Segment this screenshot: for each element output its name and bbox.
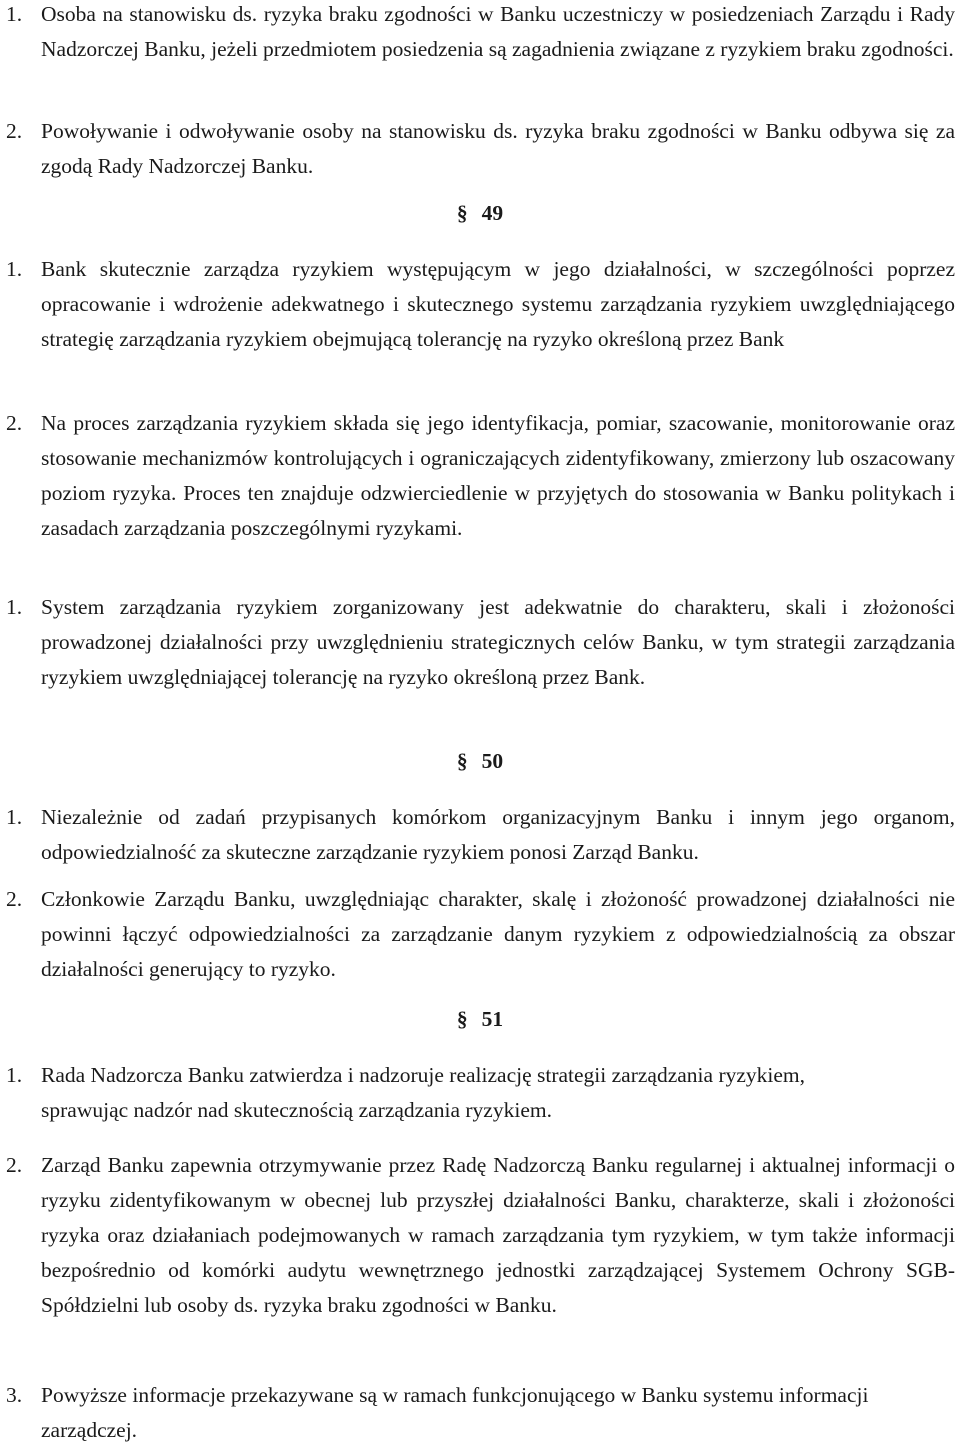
paragraph-number: 2.: [6, 887, 23, 911]
section-symbol: §: [456, 201, 468, 225]
paragraph: [0, 0, 955, 67]
paragraph: [0, 252, 955, 357]
paragraph-number: 2.: [6, 1153, 23, 1177]
paragraph: [0, 1058, 955, 1128]
paragraph-text: Osoba na stanowisku ds. ryzyka braku zgodności w Banku uczestniczy w posiedzeniach Zarządu i Rady Nadzorczej Banku, jeżeli przedmiotem posiedzenia są zagadnienia związane z ryzykiem braku zgodności.: [41, 2, 955, 61]
paragraph-number: 1.: [6, 257, 23, 281]
paragraph: [0, 1148, 955, 1323]
paragraph-number: 2.: [6, 119, 23, 143]
paragraph-text: Zarząd Banku zapewnia otrzymywanie przez Radę Nadzorczą Banku regularnej i aktualnej informacji o ryzyku zidentyfikowanym w obecnej lub przyszłej działalności Banku, charakterze, skali i złożoności ryzyka oraz działaniach podejmowanych w ramach zarządzania tym ryzykiem, w tym także informacji bezpośrednio od komórki audytu wewnętrznego jednostki zarządzającej Systemem Ochrony SGB-Spółdzielni lub osoby ds. ryzyka braku zgodności w Banku.: [41, 1153, 955, 1317]
paragraph-number: 1.: [6, 595, 23, 619]
paragraph-text: Bank skutecznie zarządza ryzykiem występującym w jego działalności, w szczególności poprzez opracowanie i wdrożenie adekwatnego i skutecznego systemu zarządzania ryzykiem uwzględniającego strategię zarządzania ryzykiem obejmującą tolerancję na ryzyko określoną przez Bank: [41, 257, 955, 351]
paragraph-text: Na proces zarządzania ryzykiem składa się jego identyfikacja, pomiar, szacowanie, monitorowanie oraz stosowanie mechanizmów kontrolujących i ograniczających zidentyfikowany, zmierzony lub oszacowany poziom ryzyka. Proces ten znajduje odzwierciedlenie w przyjętych do stosowania w Banku politykach i zasadach zarządzania poszczególnymi ryzykami.: [41, 411, 955, 540]
paragraph: [0, 800, 955, 870]
paragraph: [0, 1378, 955, 1448]
section-number: 51: [481, 1007, 504, 1031]
paragraph-number: 1.: [6, 2, 23, 26]
paragraph-text: Członkowie Zarządu Banku, uwzględniając charakter, skalę i złożoność prowadzonej działalności nie powinni łączyć odpowiedzialności za zarządzanie danym ryzykiem z odpowiedzialnością za obszar działalności generujący to ryzyko.: [41, 887, 955, 981]
paragraph: [0, 590, 955, 695]
paragraph-number: 3.: [6, 1383, 23, 1407]
section-symbol: §: [456, 1007, 468, 1031]
paragraph: [0, 114, 955, 184]
section-heading: [0, 1004, 960, 1034]
paragraph: [0, 406, 955, 546]
section-heading: [0, 746, 960, 776]
paragraph-number: 1.: [6, 805, 23, 829]
section-heading: [0, 198, 960, 228]
paragraph-text: Niezależnie od zadań przypisanych komórkom organizacyjnym Banku i innym jego organom, odpowiedzialność za skuteczne zarządzanie ryzykiem ponosi Zarząd Banku.: [41, 805, 955, 864]
paragraph-text: Powoływanie i odwoływanie osoby na stanowisku ds. ryzyka braku zgodności w Banku odbywa się za zgodą Rady Nadzorczej Banku.: [41, 119, 955, 178]
section-symbol: §: [456, 749, 468, 773]
paragraph-text: Powyższe informacje przekazywane są w ramach funkcjonującego w Banku systemu informacji zarządczej.: [41, 1383, 869, 1442]
paragraph-text: Rada Nadzorcza Banku zatwierdza i nadzoruje realizację strategii zarządzania ryzykiem, sprawując nadzór nad skutecznością zarządzania ryzykiem.: [41, 1063, 806, 1122]
paragraph: [0, 882, 955, 987]
paragraph-number: 1.: [6, 1063, 23, 1087]
paragraph-number: 2.: [6, 411, 23, 435]
section-number: 49: [481, 201, 504, 225]
paragraph-text: System zarządzania ryzykiem zorganizowany jest adekwatnie do charakteru, skali i złożoności prowadzonej działalności przy uwzględnieniu strategicznych celów Banku, w tym strategii zarządzania ryzykiem uwzględniającej tolerancję na ryzyko określoną przez Bank.: [41, 595, 955, 689]
section-number: 50: [481, 749, 504, 773]
